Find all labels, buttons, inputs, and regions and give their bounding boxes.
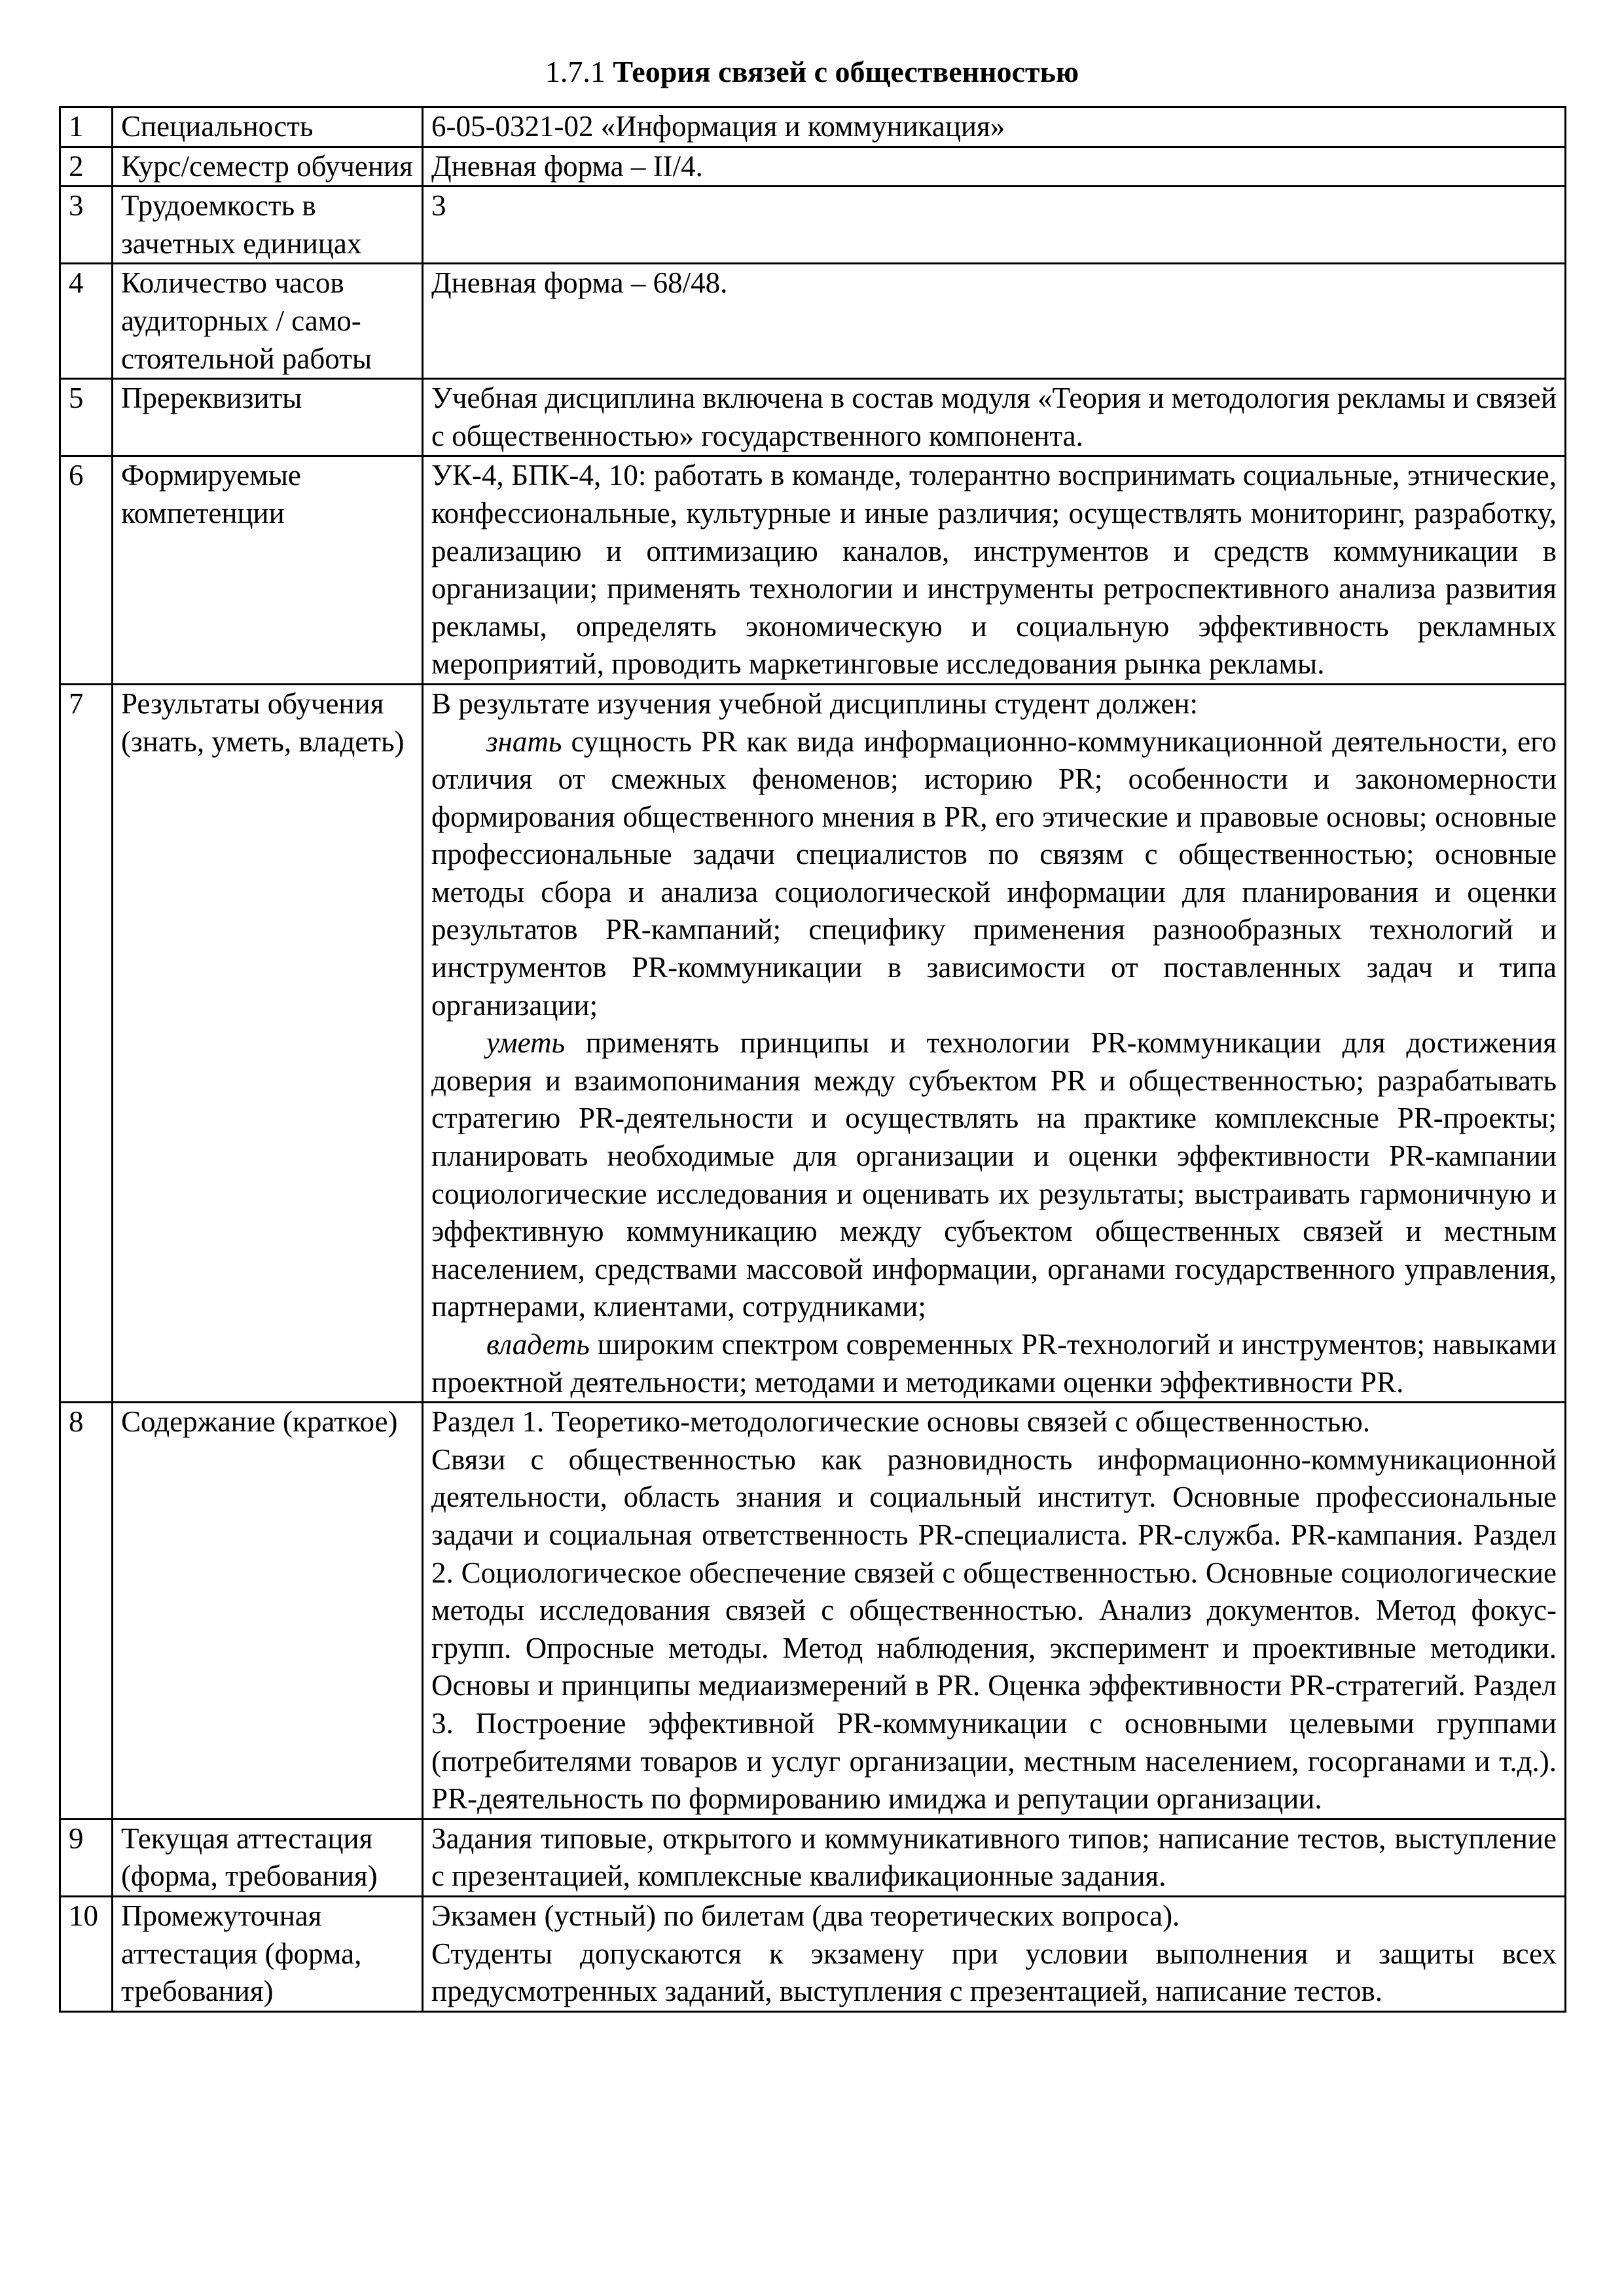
row-number: 5 <box>60 379 113 456</box>
learning-outcome-know <box>431 723 1557 1025</box>
row-label: Результаты обучения (знать, уметь, владеть) <box>113 684 423 1402</box>
section-title-text: Теория связей с общественностью <box>613 55 1079 88</box>
row-number: 1 <box>60 107 113 147</box>
table-row <box>60 379 1566 456</box>
table-row <box>60 187 1566 264</box>
table-row <box>60 264 1566 379</box>
own-term: владеть <box>486 1328 590 1361</box>
row-value: Учебная дисциплина включена в состав модуля «Теория и методология рекламы и связей с общественностью» государственного компонента. <box>423 379 1566 456</box>
row-value <box>423 684 1566 1402</box>
row-number: 4 <box>60 264 113 379</box>
row-label: Специальность <box>113 107 423 147</box>
table-row <box>60 1896 1566 2011</box>
section-title <box>0 52 1624 92</box>
can-term: уметь <box>486 1026 565 1060</box>
row-label: Курс/семестр обучения <box>113 147 423 187</box>
row-label: Содержание (краткое) <box>113 1403 423 1820</box>
row-label: Промежуточная аттестация (форма, требования) <box>113 1896 423 2011</box>
learning-outcomes-intro: В результате изучения учебной дисциплины студент должен: <box>431 687 1199 720</box>
know-text: сущность PR как вида информационно-коммуникационной деятельности, его отличия от смежных феноменов; историю PR; особенности и закономерности формирования общественного мнения в PR, его этические и правовые основы; основные профессиональные задачи специалистов по связям с общественностью; основные методы сбора и анализа социологической информации для планирования и оценки результатов PR-кампаний; специфику применения разнообразных технологий и инструментов PR-коммуникации в зависимости от поставленных задач и типа организации; <box>431 725 1557 1022</box>
row-value <box>423 1403 1566 1820</box>
table-row <box>60 107 1566 147</box>
row-number: 8 <box>60 1403 113 1820</box>
table-row <box>60 456 1566 685</box>
row-value: Дневная форма – 68/48. <box>423 264 1566 379</box>
row-value: УК-4, БПК-4, 10: работать в команде, толерантно воспринимать социальные, этнические, конфессиональные, культурные и иные различия; осуществлять мониторинг, разработку, реализацию и оптимизацию каналов, инструментов и средств коммуникации в организации; применять технологии и инструменты ретроспективного анализа развития рекламы, определять экономическую и социальную эффективность рекламных мероприятий, проводить маркетинговые исследования рынка рекламы. <box>423 456 1566 685</box>
section-number: 1.7.1 <box>545 55 605 88</box>
exam-requirements: Студенты допускаются к экзамену при условии выполнения и защиты всех предусмотренных заданий, выступления с презентацией, написание тестов. <box>431 1937 1557 2008</box>
row-number: 6 <box>60 456 113 685</box>
row-label: Количество часов аудиторных / само-стоятельной работы <box>113 264 423 379</box>
exam-form: Экзамен (устный) по билетам (два теоретических вопроса). <box>431 1899 1180 1932</box>
row-value: 3 <box>423 187 1566 264</box>
row-number: 3 <box>60 187 113 264</box>
table-row <box>60 1819 1566 1896</box>
can-text: применять принципы и технологии PR-коммуникации для достижения доверия и взаимопонимания между субъектом PR и общественностью; разрабатывать стратегию PR-деятельности и осуществлять на практике комплексные PR-проекты; планировать необходимые для организации и оценки эффективности PR-кампании социологические исследования и оценивать их результаты; выстраивать гармоничную и эффективную коммуникацию между субъектом общественных связей и местным населением, средствами массовой информации, органами государственного управления, партнерами, клиентами, сотрудниками; <box>431 1026 1557 1323</box>
table-row <box>60 684 1566 1402</box>
content-section-heading: Раздел 1. Теоретико-методологические основы связей с общественностью. <box>431 1405 1371 1439</box>
know-term: знать <box>486 725 562 758</box>
table-row <box>60 147 1566 187</box>
row-label: Формируемые компетенции <box>113 456 423 685</box>
row-label: Трудоемкость в зачетных единицах <box>113 187 423 264</box>
row-value: 6-05-0321-02 «Информация и коммуникация» <box>423 107 1566 147</box>
row-number: 9 <box>60 1819 113 1896</box>
row-label: Текущая аттестация (форма, требования) <box>113 1819 423 1896</box>
row-number: 7 <box>60 684 113 1402</box>
row-number: 10 <box>60 1896 113 2011</box>
course-spec-table <box>59 106 1566 2013</box>
row-label: Пререквизиты <box>113 379 423 456</box>
row-number: 2 <box>60 147 113 187</box>
table-row <box>60 1403 1566 1820</box>
row-value: Задания типовые, открытого и коммуникативного типов; написание тестов, выступление с презентацией, комплексные квалификационные задания. <box>423 1819 1566 1896</box>
own-text: широким спектром современных PR-технологий и инструментов; навыками проектной деятельности; методами и методиками оценки эффективности PR. <box>431 1328 1557 1399</box>
learning-outcome-can <box>431 1024 1557 1326</box>
learning-outcome-own <box>431 1326 1557 1401</box>
row-value <box>423 1896 1566 2011</box>
row-value: Дневная форма – II/4. <box>423 147 1566 187</box>
content-text: Связи с общественностью как разновидность информационно-коммуникационной деятельности, область знания и социальный институт. Основные профессиональные задачи и социальная ответственность PR-специалиста. PR-служба. PR-кампания. Раздел 2. Социологическое обеспечение связей с общественностью. Основные социологические методы исследования связей с общественностью. Анализ документов. Метод фокус-групп. Опросные методы. Метод наблюдения, эксперимент и проективные методики. Основы и принципы медиаизмерений в PR. Оценка эффективности PR-стратегий. Раздел 3. Построение эффективной PR-коммуникации с основными целевыми группами (потребителями товаров и услуг организации, местным населением, госорганами и т.д.). PR-деятельность по формированию имиджа и репутации организации. <box>431 1443 1557 1816</box>
